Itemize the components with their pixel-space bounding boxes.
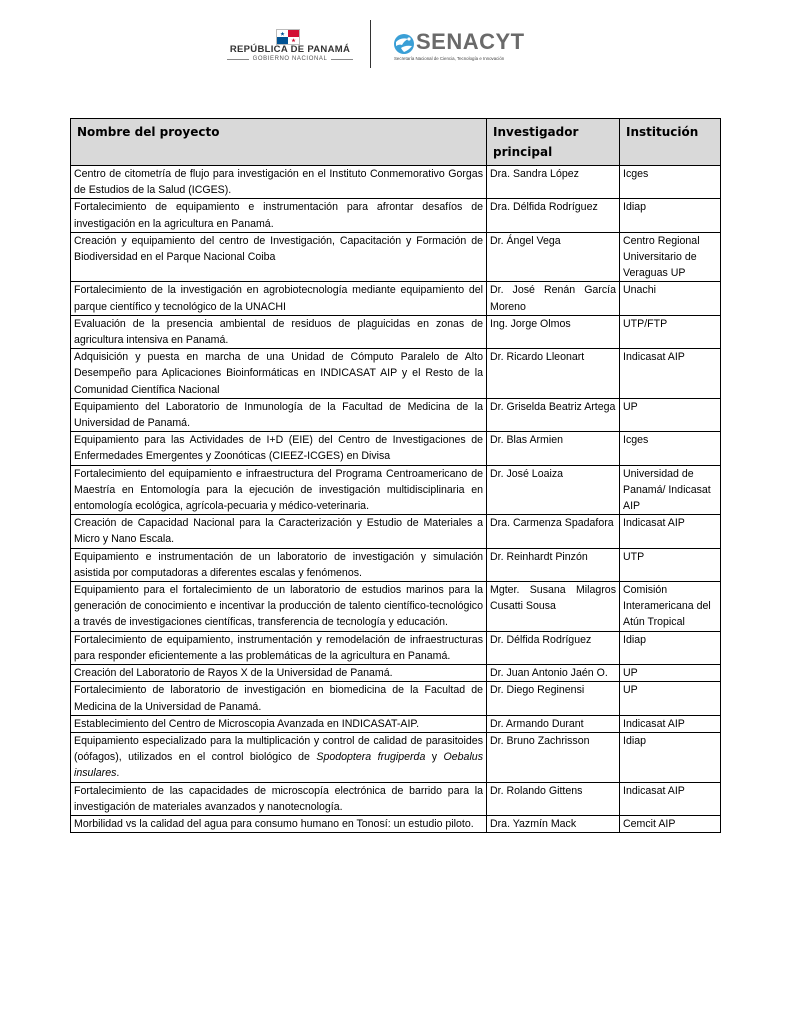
investigator: Dr. Juan Antonio Jaén O. xyxy=(487,665,620,682)
table-header-row xyxy=(71,119,721,166)
institution: Indicasat AIP xyxy=(620,349,721,399)
table-row xyxy=(71,232,721,282)
investigator: Dr. José Loaiza xyxy=(487,465,620,515)
investigator: Dra. Délfida Rodríguez xyxy=(487,199,620,232)
investigator: Ing. Jorge Olmos xyxy=(487,315,620,348)
table-row xyxy=(71,515,721,548)
institution: Icges xyxy=(620,166,721,199)
investigator: Dr. Armando Durant xyxy=(487,715,620,732)
investigator: Dra. Sandra López xyxy=(487,166,620,199)
institution: Idiap xyxy=(620,199,721,232)
project-name: Centro de citometría de flujo para investigación en el Instituto Conmemorativo Gorgas de Estudios de la Salud (ICGES). xyxy=(71,166,487,199)
table-row xyxy=(71,432,721,465)
project-name: Evaluación de la presencia ambiental de residuos de plaguicidas en zonas de agricultura intensiva en Panamá. xyxy=(71,315,487,348)
table-row xyxy=(71,166,721,199)
investigator: Dr. Reinhardt Pinzón xyxy=(487,548,620,581)
institution: Idiap xyxy=(620,631,721,664)
investigator: Dr. Ángel Vega xyxy=(487,232,620,282)
table-row xyxy=(71,682,721,715)
project-name: Fortalecimiento del equipamiento e infraestructura del Programa Centroamericano de Maestría en Entomología para la ejecución de investigación multidisciplinaria en entomología ecológica, agrícola-pecuaria y médico-veterinaria. xyxy=(71,465,487,515)
government-label-line xyxy=(227,56,353,62)
government-label: GOBIERNO NACIONAL xyxy=(252,56,328,62)
project-name: Establecimiento del Centro de Microscopia Avanzada en INDICASAT-AIP. xyxy=(71,715,487,732)
investigator: Dr. Rolando Gittens xyxy=(487,782,620,815)
investigator: Mgter. Susana Milagros Cusatti Sousa xyxy=(487,582,620,632)
table-row xyxy=(71,665,721,682)
institution: UP xyxy=(620,398,721,431)
project-name xyxy=(71,732,487,782)
institution: Cemcit AIP xyxy=(620,815,721,832)
projects-table xyxy=(70,118,721,833)
institution: Comisión Interamericana del Atún Tropical xyxy=(620,582,721,632)
institution: Centro Regional Universitario de Veraguas UP xyxy=(620,232,721,282)
project-name: Equipamiento para las Actividades de I+D (EIE) del Centro de Investigaciones de Enfermedades Emergentes y Zoonóticas (CIEEZ-ICGES) en Divisa xyxy=(71,432,487,465)
project-name: Equipamiento para el fortalecimiento de un laboratorio de estudios marinos para la generación de conocimiento e incentivar la producción de talento científico-tecnológico a través de investigaciones científicas, transferencia de tecnología y educación. xyxy=(71,582,487,632)
institution: Idiap xyxy=(620,732,721,782)
project-name: Fortalecimiento de la investigación en agrobiotecnología mediante equipamiento del parque científico y tecnológico de la UNACHI xyxy=(71,282,487,315)
investigator: Dr. Ricardo Lleonart xyxy=(487,349,620,399)
country-title: REPÚBLICA DE PANAMÁ xyxy=(229,44,351,55)
institution: Indicasat AIP xyxy=(620,782,721,815)
species-name-italic: Spodoptera frugiperda xyxy=(316,751,426,764)
header-investigator: Investigador principal xyxy=(487,119,620,166)
project-name: Equipamiento del Laboratorio de Inmunología de la Facultad de Medicina de la Universidad de Panamá. xyxy=(71,398,487,431)
investigator: Dr. Bruno Zachrisson xyxy=(487,732,620,782)
investigator: Dra. Yazmín Mack xyxy=(487,815,620,832)
table-row xyxy=(71,315,721,348)
left-rule xyxy=(227,59,249,60)
table-row xyxy=(71,548,721,581)
institution: Indicasat AIP xyxy=(620,715,721,732)
investigator: Dr. José Renán García Moreno xyxy=(487,282,620,315)
project-text: y xyxy=(425,751,444,764)
page-header xyxy=(0,0,791,80)
project-name: Morbilidad vs la calidad del agua para consumo humano en Tonosí: un estudio piloto. xyxy=(71,815,487,832)
header-project: Nombre del proyecto xyxy=(71,119,487,166)
institution: Indicasat AIP xyxy=(620,515,721,548)
table-row xyxy=(71,715,721,732)
investigator: Dr. Blas Armien xyxy=(487,432,620,465)
header-divider xyxy=(370,20,371,68)
investigator: Dr. Diego Reginensi xyxy=(487,682,620,715)
table-row xyxy=(71,782,721,815)
project-name: Fortalecimiento de las capacidades de microscopía electrónica de barrido para la investigación de materiales avanzados y nanotecnología. xyxy=(71,782,487,815)
table-row xyxy=(71,199,721,232)
project-name: Fortalecimiento de laboratorio de investigación en biomedicina de la Facultad de Medicina de la Universidad de Panamá. xyxy=(71,682,487,715)
right-rule xyxy=(331,59,353,60)
investigator: Dr. Délfida Rodríguez xyxy=(487,631,620,664)
institution: UP xyxy=(620,665,721,682)
table-row xyxy=(71,631,721,664)
table-row xyxy=(71,349,721,399)
investigator: Dra. Carmenza Spadafora xyxy=(487,515,620,548)
project-text: . xyxy=(116,767,120,780)
project-name: Equipamiento e instrumentación de un laboratorio de investigación y simulación asistida por computadoras a diferentes escalas y fenómenos. xyxy=(71,548,487,581)
project-name: Adquisición y puesta en marcha de una Unidad de Cómputo Paralelo de Alto Desempeño para Aplicaciones Bioinformáticas en INDICASAT AIP y el Resto de la Comunidad Científica Nacional xyxy=(71,349,487,399)
header-institution: Institución xyxy=(620,119,721,166)
species-name-italic: Oebalus insulares xyxy=(74,751,483,780)
project-name: Fortalecimiento de equipamiento e instrumentación para afrontar desafíos de investigación en la agricultura en Panamá. xyxy=(71,199,487,232)
institution: UTP xyxy=(620,548,721,581)
table-row xyxy=(71,465,721,515)
table-row xyxy=(71,815,721,832)
project-name: Creación de Capacidad Nacional para la Caracterización y Estudio de Materiales a Micro y Nano Escala. xyxy=(71,515,487,548)
senacyt-globe-logo-icon xyxy=(393,33,415,55)
institution: UP xyxy=(620,682,721,715)
project-name: Creación y equipamiento del centro de Investigación, Capacitación y Formación de Biodiversidad en el Parque Nacional Coiba xyxy=(71,232,487,282)
agency-name: SENACYT xyxy=(416,29,525,54)
table-row xyxy=(71,398,721,431)
institution: Icges xyxy=(620,432,721,465)
table-row xyxy=(71,582,721,632)
table-row xyxy=(71,732,721,782)
institution: UTP/FTP xyxy=(620,315,721,348)
institution: Unachi xyxy=(620,282,721,315)
institution: Universidad de Panamá/ Indicasat AIP xyxy=(620,465,721,515)
project-name: Creación del Laboratorio de Rayos X de la Universidad de Panamá. xyxy=(71,665,487,682)
project-text: Equipamiento especializado para la multiplicación y control de calidad de parasitoides (oófagos), utilizados en el control biológico de xyxy=(74,734,483,764)
investigator: Dr. Griselda Beatriz Artega xyxy=(487,398,620,431)
project-name: Fortalecimiento de equipamiento, instrumentación y remodelación de infraestructuras para responder eficientemente a las problemáticas de la agricultura en Panamá. xyxy=(71,631,487,664)
agency-subtitle: Secretaría Nacional de Ciencia, Tecnología e Innovación xyxy=(394,56,505,61)
table-row xyxy=(71,282,721,315)
panama-flag-icon xyxy=(276,29,300,45)
